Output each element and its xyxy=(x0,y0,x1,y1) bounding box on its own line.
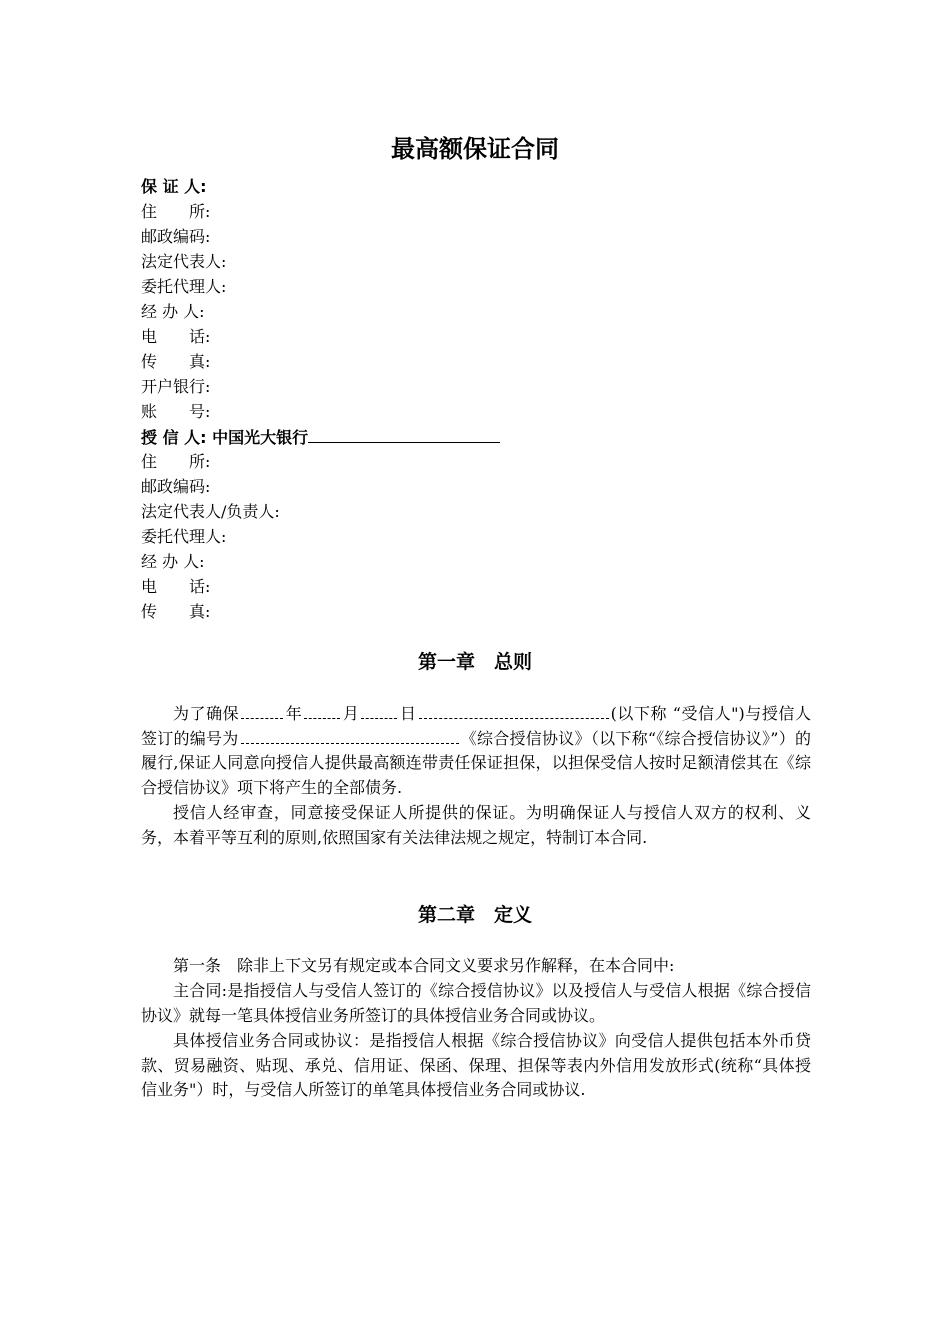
contract-title: 最高额保证合同 xyxy=(391,135,559,163)
p1-text-a: 为了确保 xyxy=(173,704,240,723)
creditor-underline xyxy=(308,426,500,443)
p1-text-b: 年 xyxy=(285,704,303,723)
guarantor-phone: 电 话: xyxy=(141,327,211,346)
creditor-postcode: 邮政编码: xyxy=(141,477,211,496)
blank-debtor-name xyxy=(419,704,609,719)
guarantor-postcode: 邮政编码: xyxy=(141,227,211,246)
creditor-heading: 授 信 人: 中国光大银行 xyxy=(141,428,309,447)
creditor-agent: 委托代理人: xyxy=(141,527,227,546)
blank-year xyxy=(241,704,283,719)
guarantor-legal-rep: 法定代表人: xyxy=(141,252,227,271)
chapter-1-title: 第一章 总则 xyxy=(417,651,532,673)
guarantor-bank: 开户银行: xyxy=(141,377,211,396)
guarantor-heading: 保 证 人: xyxy=(141,177,207,196)
guarantor-fax: 传 真: xyxy=(141,352,211,371)
guarantor-handler: 经 办 人: xyxy=(141,302,205,321)
chapter-2-article-1: 第一条 除非上下文另有规定或本合同文义要求另作解释，在本合同中: xyxy=(173,956,675,975)
chapter-1-paragraph-2: 授信人经审查，同意接受保证人所提供的保证。为明确保证人与授信人双方的权利、义务，本着平等互利的原则,依照国家有关法律法规之规定，特制订本合同. xyxy=(141,803,811,847)
chapter-2-specific-contract-def: 具体授信业务合同或协议：是指授信人根据《综合授信协议》向受信人提供包括本外币贷款、贸易融资、贴现、承兑、信用证、保函、保理、担保等表内外信用发放形式(统称“具体授信业务"）时，与受信人所签订的单笔具体授信业务合同或协议. xyxy=(141,1031,811,1100)
blank-day xyxy=(361,704,397,719)
blank-agreement-number xyxy=(241,729,459,744)
blank-month xyxy=(304,704,340,719)
guarantor-address: 住 所: xyxy=(141,202,211,221)
p1-text-d: 日 xyxy=(399,704,417,723)
p1-text-f: 《综合授信协议》（以下称“《综合授信协议》”）的履行,保证人同意向授信人提供最高额连带责任保证担保，以担保受信人按时足额清偿其在《综合授信协议》项下将产生的全部债务. xyxy=(141,728,811,798)
creditor-legal-rep: 法定代表人/负责人: xyxy=(141,502,280,521)
p1-text-e: (以下称 “受信人")与授信人签订的编号为 xyxy=(141,704,811,748)
chapter-2-title: 第二章 定义 xyxy=(417,904,532,926)
guarantor-account: 账 号: xyxy=(141,402,211,421)
guarantor-agent: 委托代理人: xyxy=(141,277,227,296)
creditor-handler: 经 办 人: xyxy=(141,552,205,571)
chapter-2-main-contract-def: 主合同:是指授信人与受信人签订的《综合授信协议》以及授信人与受信人根据《综合授信协议》就每一笔具体授信业务所签订的具体授信业务合同或协议。 xyxy=(141,981,811,1025)
creditor-heading-line xyxy=(141,426,500,449)
creditor-fax: 传 真: xyxy=(141,602,211,621)
p1-text-c: 月 xyxy=(342,704,360,723)
creditor-phone: 电 话: xyxy=(141,577,211,596)
chapter-1-paragraph-1 xyxy=(141,702,811,801)
creditor-address: 住 所: xyxy=(141,452,211,471)
